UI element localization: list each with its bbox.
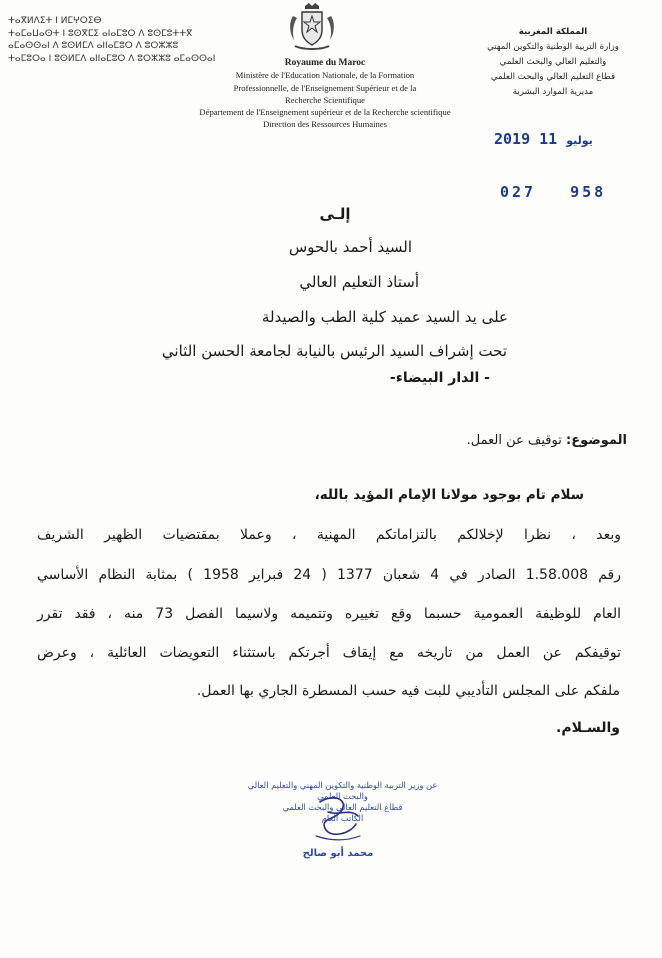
stamp-year: 2019 [494, 130, 531, 148]
stamp-month: يوليو [566, 134, 593, 147]
ref-right: 958 [570, 183, 607, 201]
tifinagh-line: ⵜⴰⵎⴰⵡⴰⵙⵜ ⵏ ⵓⵙⴳⵎⵉ ⴰⵏⴰⵎⵓⵔ ⴷ ⵓⵙⵎⵓⵜⵜⴳ [8, 28, 193, 39]
recipient-name: السيد أحمد بالحوس [288, 238, 412, 256]
recipient-title: أستاذ التعليم العالي [299, 273, 419, 291]
body-line: العام للوظيفة العمومية حسبما وقع تغييره وتتميمه ولاسيما الفصل 73 منه ، فقد تقرر [37, 606, 622, 622]
recipient-city: - الدار البيضاء- [389, 370, 490, 386]
recipient-via: على يد السيد عميد كلية الطب والصيدلة [261, 308, 508, 326]
french-header-line: Ministère de l'Education Nationale, de la Formation [235, 70, 415, 81]
arabic-header [458, 25, 648, 100]
french-header-line: Professionnelle, de l'Enseignement Supérieur et de la [233, 82, 417, 93]
subject-label: الموضوع: [566, 433, 627, 448]
arabic-header-line: قطاع التعليم العالي والبحث العلمي [490, 72, 616, 82]
french-header-line: Direction des Ressources Humaines [263, 119, 387, 130]
signature-line: والبحث العلمي [317, 791, 368, 801]
arabic-header-line: مديرية الموارد البشرية [512, 87, 594, 97]
kingdom-title: Royaume du Maroc [284, 58, 366, 68]
ref-left: 027 [500, 183, 537, 201]
french-header-line: Département de l'Enseignement supérieur et de la Recherche scientifique [199, 107, 451, 118]
handwritten-signature [298, 790, 378, 850]
tifinagh-line: ⵜⴰⵎⵓⵔⴰ ⵏ ⵓⵙⵍⵎⴷ ⴰⵏⵏⴰⵎⵓⵔ ⴷ ⵓⵔⵣⵣⵓ ⴰⵎⴰⵙⵙⴰⵏ [8, 53, 216, 64]
arabic-header-line: المملكة المغربية [518, 27, 588, 37]
subject-line [467, 433, 627, 448]
to-label: إلـى [319, 205, 351, 223]
date-stamp [494, 130, 594, 148]
signature-line: عن وزير التربية الوطنية والتكوين المهني والتعليم العالي [247, 780, 438, 790]
signature-line: قطاع التعليم العالي والبحث العلمي [282, 802, 403, 812]
body-line: رقم 1.58.008 الصادر في 4 شعبان 1377 ( 24 فبراير 1958 ) بمثابة النظام الأساسي [37, 567, 621, 583]
tifinagh-line: ⵜⴰⴳⵍⴷⵉⵜ ⵏ ⵍⵎⵖⵔⵉⴱ [8, 16, 102, 26]
closing-salutation: والسـلام. [556, 720, 620, 736]
coat-of-arms-emblem [283, 2, 341, 52]
arabic-header-line: وزارة التربية الوطنية والتكوين المهني [487, 42, 619, 52]
signature-line: الكاتب العام [321, 813, 364, 823]
subject-text: توقيف عن العمل. [466, 433, 562, 448]
arabic-header-line: والتعليم العالي والبحث العلمي [499, 57, 607, 67]
stamp-day: 11 [539, 130, 558, 148]
french-header [175, 57, 475, 131]
body-line: توقيفكم عن العمل من تاريخه مع إيقاف أجرتكم باستثناء التعويضات العائلية ، وعرض [37, 645, 621, 661]
body-line: وبعد ، نظرا لإخلالكم بالتزاماتكم المهنية ، وعملا بمقتضيات الظهير الشريف [37, 527, 621, 543]
tifinagh-line: ⴰⵎⴰⵙⵙⴰⵏ ⴷ ⵓⵙⵍⵎⴷ ⴰⵏⵏⴰⵎⵓⵔ ⴷ ⵓⵔⵣⵣⵓ [8, 41, 179, 51]
signatory-name: محمد أبو صالح [302, 848, 374, 859]
recipient-supervision: تحت إشراف السيد الرئيس بالنيابة لجامعة الحسن الثاني [161, 342, 507, 360]
french-header-line: Recherche Scientifique [285, 94, 365, 105]
body-last-line: ملفكم على المجلس التأديبي للبت فيه حسب المسطرة الجاري بها العمل. [196, 683, 620, 699]
reference-number-stamp [500, 183, 610, 201]
greeting: سلام تام بوجود مولانا الإمام المؤيد بالله، [314, 487, 584, 503]
